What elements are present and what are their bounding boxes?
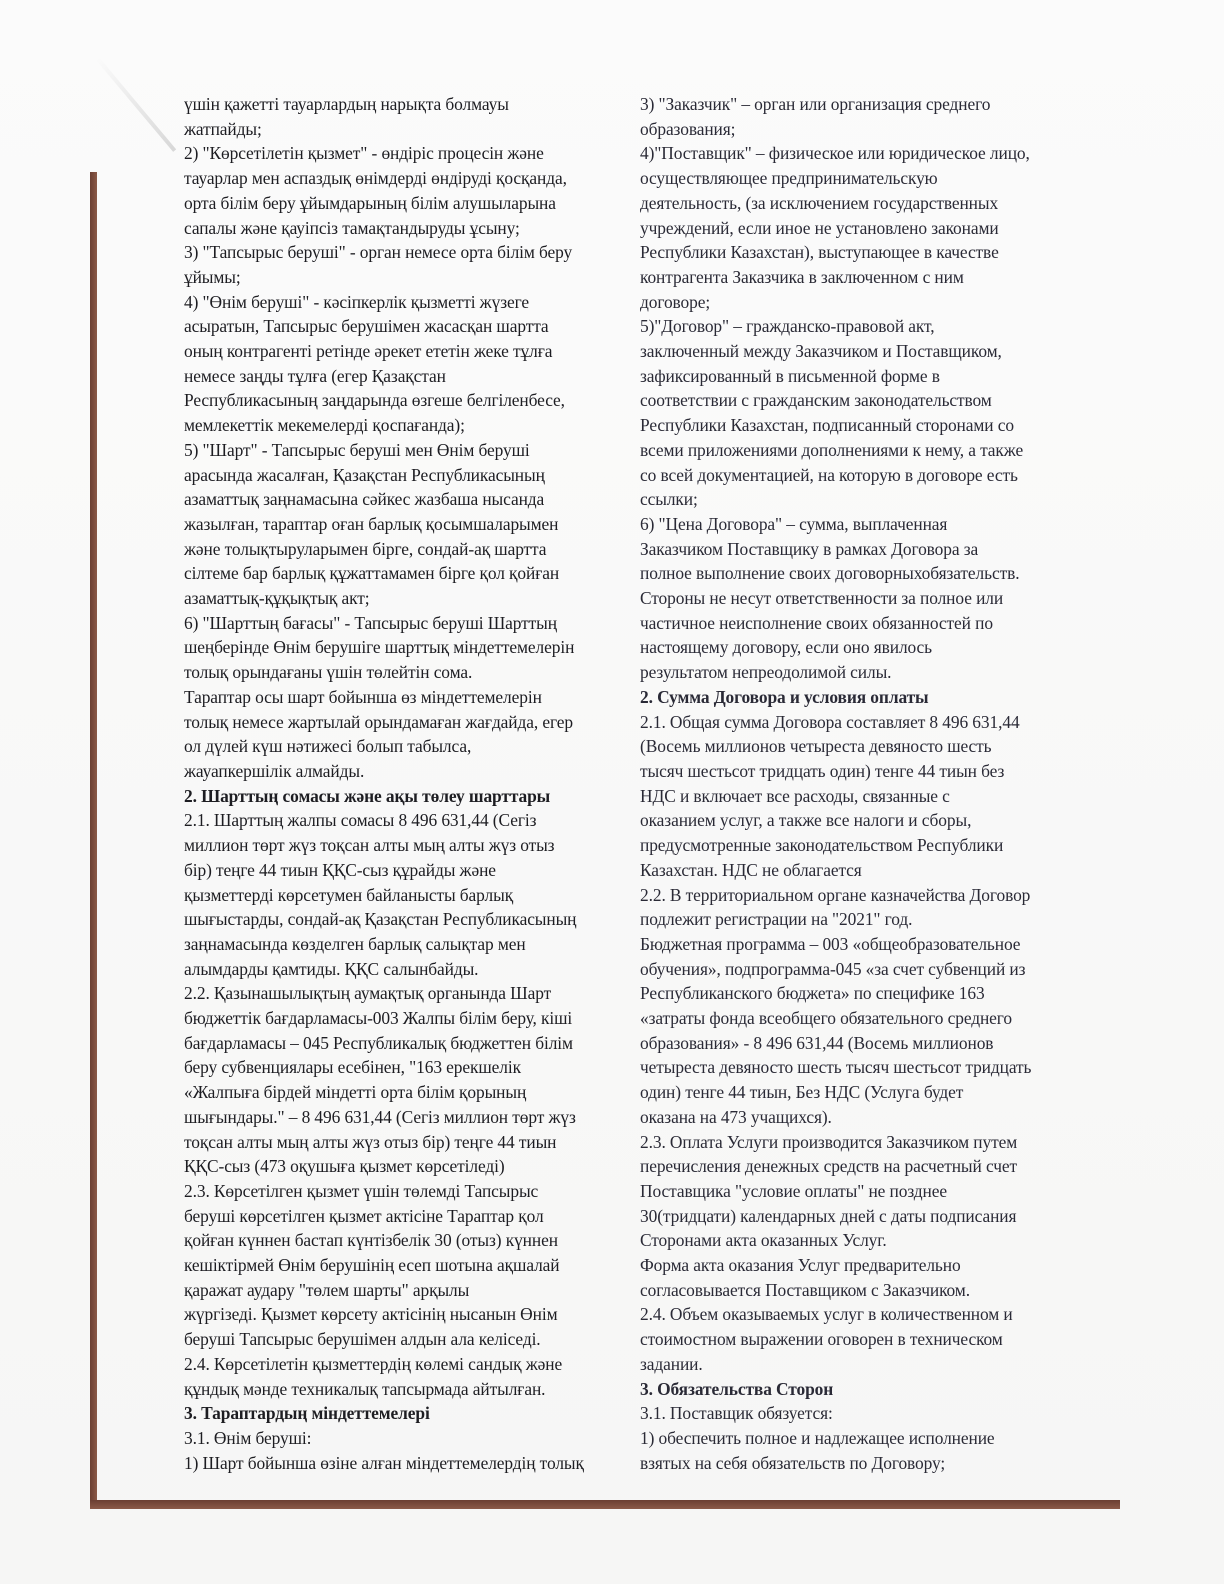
right-column-text-line: со всей документацией, на которую в договоре есть [640, 464, 1018, 485]
right-column-text-line: ссылки; [640, 489, 698, 510]
right-column-text-line: соответствии с гражданским законодательством [640, 390, 992, 411]
right-column-text-line: тысяч шестьсот тридцать один) тенге 44 тиын без [640, 760, 1005, 781]
left-column-text-line: «Жалпыға бірдей міндетті орта білім қорының [184, 1082, 527, 1103]
left-column-text-line: қызметтерді көрсетумен байланысты барлық [184, 884, 514, 905]
left-column-text-line: кешіктірмей Өнім берушінің есеп шотына ақшалай [184, 1255, 560, 1276]
right-column-text-line: «затраты фонда всеобщего обязательного среднего [640, 1008, 1012, 1029]
left-column-text-line: беруші көрсетілген қызмет актісіне Тараптар қол [184, 1205, 544, 1226]
left-column-text-line: арасында жасалған, Қазақстан Республикасының [184, 464, 545, 485]
right-column-text-line: 5)"Договор" – гражданско-правовой акт, [640, 316, 935, 337]
left-column-text-line: сілтеме бар барлық құжаттамамен бірге қол қойған [184, 563, 560, 584]
right-column-text-line: 3) "Заказчик" – орган или организация среднего [640, 94, 991, 114]
left-column-text-line: бюджеттік бағдарламасы-003 Жалпы білім беру, кіші [184, 1008, 573, 1029]
right-column-text-line: Казахстан. НДС не облагается [640, 859, 862, 880]
right-column-text-line: осуществляющее предпринимательскую [640, 168, 938, 189]
left-column-text-line: 2.3. Көрсетілген қызмет үшін төлемді Тапсырыс [184, 1180, 539, 1201]
right-column-text-line: взятых на себя обязательств по Договору; [640, 1452, 946, 1473]
left-column-text-line: 3.1. Өнім беруші: [184, 1427, 312, 1448]
right-column-text-line: задании. [640, 1353, 703, 1374]
right-column-text-line: Сторонами акта оказанных Услуг. [640, 1230, 887, 1251]
left-column-text-line: азаматтық заңнамасына сәйкес жазбаша нысанда [184, 489, 545, 510]
right-column-text-line: Заказчиком Поставщику в рамках Договора за [640, 538, 979, 559]
left-column-text-line: құндық мәнде техникалық тапсырмада айтылған. [184, 1378, 546, 1399]
right-column-text-line: Республики Казахстан, подписанный сторонами со [640, 415, 1014, 436]
page-fold-crease [96, 57, 176, 151]
left-column-text-line: 2.2. Қазынашылықтың аумақтық органында Шарт [184, 983, 552, 1004]
right-column-text-line: 2.2. В территориальном органе казначейства Договор [640, 884, 1031, 905]
right-column-text-line: согласовывается Поставщиком с Заказчиком. [640, 1279, 970, 1300]
left-column-text-line: асыратын, Тапсырыс берушімен жасасқан шартта [184, 316, 549, 337]
left-column-section-heading: 2. Шарттың сомасы және ақы төлеу шарттары [184, 785, 551, 806]
right-column-text-line: НДС и включает все расходы, связанные с [640, 785, 950, 806]
left-column-text-line: бағдарламасы – 045 Республикалық бюджеттен білім [184, 1032, 573, 1053]
right-column-text-line: один) тенге 44 тиын, Без НДС (Услуга будет [640, 1082, 964, 1103]
right-column-text-line: 30(тридцати) календарных дней с даты подписания [640, 1205, 1017, 1226]
left-column-text-line: азаматтық-құқықтық акт; [184, 588, 370, 609]
right-column-text-line: частичное неисполнение своих обязанностей по [640, 612, 993, 633]
left-column-text-line: беруші Тапсырыс берушімен алдын ала келіседі. [184, 1329, 541, 1350]
left-column-text-line: тауарлар мен аспаздық өнімдерді өндіруді қосқанда, [184, 168, 567, 189]
right-column-text-line: зафиксированный в письменной форме в [640, 365, 940, 386]
right-column-section-heading: 2. Сумма Договора и условия оплаты [640, 686, 929, 707]
left-column-text-line: 3) "Тапсырыс беруші" - орган немесе орта білім беру [184, 242, 573, 263]
right-column-text-line: 4)"Поставщик" – физическое или юридическое лицо, [640, 143, 1030, 164]
right-column-text-line: четыреста девяносто шесть тысяч шестьсот тридцать [640, 1057, 1032, 1078]
right-column-text-line: договоре; [640, 291, 711, 312]
right-column-text-line: настоящему договору, если оно явилось [640, 637, 932, 658]
left-column-text-line: толық орындағаны үшін төлейтін сома. [184, 662, 473, 683]
left-column-text-line: шеңберінде Өнім берушіге шарттық міндеттемелерін [184, 637, 575, 658]
left-column-text-line: 2.1. Шарттың жалпы сомасы 8 496 631,44 (Сегіз [184, 810, 537, 831]
right-column-text-line: оказанием услуг, а также все налоги и сборы, [640, 810, 972, 831]
right-column-text-line: Поставщика "условие оплаты" не позднее [640, 1180, 947, 1201]
left-column-text-line: қойған күннен бастап күнтізбелік 30 (отыз) күннен [184, 1230, 558, 1251]
left-column-text-line: сапалы және қауіпсіз тамақтандыруды ұсыну; [184, 217, 520, 238]
left-column-text-line: ҚҚС-сыз (473 оқушыға қызмет көрсетіледі) [184, 1156, 505, 1177]
left-column-text-line: алымдарды қамтиды. ҚҚС салынбайды. [184, 958, 479, 979]
left-column-text-line: жазылған, тараптар оған барлық қосымшаларымен [184, 513, 559, 534]
left-column-text-line: 5) "Шарт" - Тапсырыс беруші мен Өнім беруші [184, 439, 530, 460]
right-column-text-line: полное выполнение своих договорныхобязательств. [640, 563, 1020, 584]
right-column-text-line: всеми приложениями дополнениями к нему, а также [640, 439, 1024, 460]
right-column-text-line: учреждений, если иное не установлено законами [640, 217, 999, 238]
left-column-text-line: 4) "Өнім беруші" - кәсіпкерлік қызметті жүзеге [184, 291, 530, 312]
left-column-text-line: ұйымы; [184, 266, 241, 287]
left-column-text-line: миллион төрт жүз тоқсан алты мың алты жүз отыз [184, 835, 555, 856]
right-column-text-line: стоимостном выражении оговорен в техническом [640, 1329, 1003, 1350]
left-column-text-line: және толықтыруларымен бірге, сондай-ақ шартта [184, 538, 547, 559]
right-column-text-line: предусмотренные законодательством Республики [640, 835, 1004, 856]
left-column-text-line: жатпайды; [184, 118, 262, 139]
right-column-text-line: Стороны не несут ответственности за полное или [640, 588, 1004, 609]
right-column-text-line: обучения», подпрограмма-045 «за счет субвенций из [640, 958, 1026, 979]
right-column-text-line: подлежит регистрации на "2021" год. [640, 909, 913, 930]
left-column-text-line: заңнамасында көзделген барлық салықтар мен [184, 933, 526, 954]
right-column-text-line: 2.4. Объем оказываемых услуг в количественном и [640, 1304, 1013, 1325]
right-column-text-line: Бюджетная программа – 003 «общеобразовательное [640, 933, 1021, 954]
left-column-text-line: беру субвенциялары есебінен, "163 ерекшелік [184, 1057, 521, 1078]
right-column-text-line: 3.1. Поставщик обязуется: [640, 1403, 833, 1424]
left-column-text-line: қаражат аудару "төлем шарты" арқылы [184, 1279, 470, 1300]
scan-edge-bottom [90, 1500, 1120, 1509]
left-column-kazakh-text [184, 92, 624, 1475]
left-column-text-line: бір) теңге 44 тиын ҚҚС-сыз құрайды және [184, 859, 496, 880]
left-column-text-line: 2) "Көрсетілетін қызмет" - өндіріс процесін және [184, 143, 544, 164]
left-column-text-line: шығындары." – 8 496 631,44 (Сегіз миллион төрт жүз [184, 1106, 576, 1127]
left-column-text-line: оның контрагенті ретінде әрекет ететін жеке тұлға [184, 341, 553, 362]
left-column-text-line: шығыстарды, сондай-ақ Қазақстан Республикасының [184, 909, 577, 930]
right-column-text-line: заключенный между Заказчиком и Поставщиком, [640, 341, 1002, 362]
right-column-text-line: 6) "Цена Договора" – сумма, выплаченная [640, 513, 948, 534]
right-column-text-line: образования; [640, 118, 736, 139]
right-column-russian-text [640, 92, 1075, 1475]
left-column-text-line: мемлекеттік мекемелерді қоспағанда); [184, 415, 465, 436]
left-column-text-line: 2.4. Көрсетілетін қызметтердің көлемі сандық және [184, 1353, 563, 1374]
left-column-text-line: Республикасының заңдарында өзгеше белгіленбесе, [184, 390, 565, 411]
right-column-text-line: 1) обеспечить полное и надлежащее исполнение [640, 1427, 995, 1448]
left-column-text-line: толық немесе жартылай орындамаған жағдайда, егер [184, 711, 574, 732]
left-column-text-line: немесе заңды тұлға (егер Қазақстан [184, 365, 446, 386]
right-column-text-line: Форма акта оказания Услуг предварительно [640, 1255, 961, 1276]
left-column-text-line: Тараптар осы шарт бойынша өз міндеттемелерін [184, 686, 542, 707]
right-column-text-line: Республиканского бюджета» по специфике 163 [640, 983, 985, 1004]
right-column-text-line: образования» - 8 496 631,44 (Восемь миллионов [640, 1032, 994, 1053]
left-column-text-line: жүргізеді. Қызмет көрсету актісінің нысанын Өнім [184, 1304, 558, 1325]
right-column-text-line: 2.3. Оплата Услуги производится Заказчиком путем [640, 1131, 1018, 1152]
left-column-text-line: 1) Шарт бойынша өзіне алған міндеттемелердің толық [184, 1452, 584, 1473]
left-column-text-line: 6) "Шарттың бағасы" - Тапсырыс беруші Шарттың [184, 612, 557, 633]
left-column-text-line: тоқсан алты мың алты жүз отыз бір) теңге 44 тиын [184, 1131, 557, 1152]
left-column-text-line: ол дүлей күш нәтижесі болып табылса, [184, 736, 472, 757]
right-column-text-line: (Восемь миллионов четыреста девяносто шесть [640, 736, 992, 757]
right-column-text-line: 2.1. Общая сумма Договора составляет 8 496 631,44 [640, 711, 1020, 732]
right-column-section-heading: 3. Обязательства Сторон [640, 1378, 834, 1399]
right-column-text-line: контрагента Заказчика в заключенном с ним [640, 266, 964, 287]
scan-edge-left [90, 172, 97, 1508]
left-column-text-line: орта білім беру ұйымдарының білім алушыларына [184, 192, 556, 213]
right-column-text-line: Республики Казахстан), выступающее в качестве [640, 242, 999, 263]
right-column-text-line: оказана на 473 учащихся). [640, 1106, 832, 1127]
left-column-section-heading: 3. Тараптардың міндеттемелері [184, 1403, 430, 1424]
left-column-text-line: жауапкершілік алмайды. [184, 760, 365, 781]
right-column-text-line: результатом непреодолимой силы. [640, 662, 892, 683]
right-column-text-line: деятельность, (за исключением государственных [640, 192, 999, 213]
left-column-text-line: үшін қажетті тауарлардың нарықта болмауы [184, 94, 509, 114]
right-column-text-line: перечисления денежных средств на расчетный счет [640, 1156, 1018, 1177]
